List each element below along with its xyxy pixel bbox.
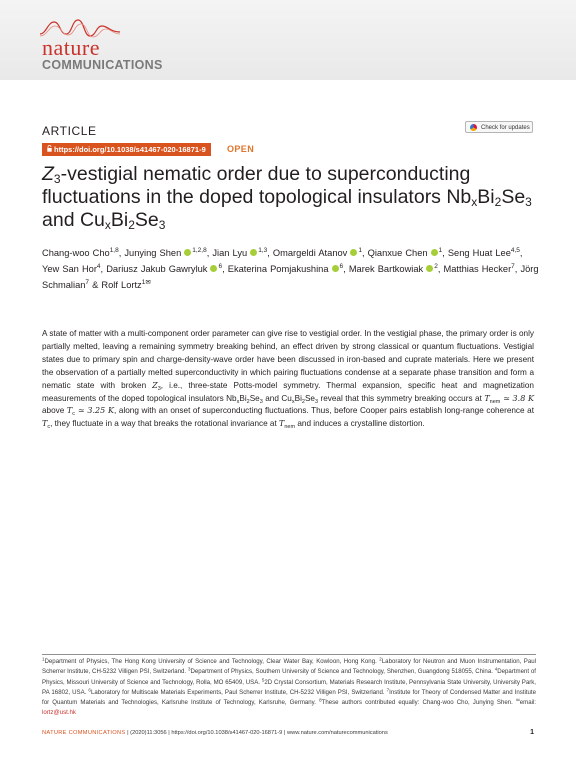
affiliation-text: Department of Physics, Southern University of Science and Technology, Shenzhen, Guangdong 518055, China. xyxy=(190,668,495,676)
abstract-text: A state of matter with a multi-component order parameter can give rise to vestigial order. In the vestigial phase, the primary order is only partially melted, leaving a remaining symmetry breaking behind, an effect driven by strong classical or quantum fluctuations. Vestigial states due to primary spin and charge-density-wave order have been discussed in iron-based and cuprate materials. Here we present the observation of a partially melted superconductivity in which pairing fluctuations condense at a separate phase transition and form a nematic state with broken xyxy=(42,329,534,390)
author-affiliation: 1 xyxy=(438,247,443,254)
author-name: Yew San Hor xyxy=(42,264,97,274)
logo-communications-text: COMMUNICATIONS xyxy=(42,58,163,72)
title-part: and Cu xyxy=(42,209,105,231)
abstract-text: , i.e., three-state Potts-model symmetry. Thermal expansion, specific heat and magnetization measurements of the doped topological insulators Nb xyxy=(42,380,534,403)
author-separator: , xyxy=(343,264,349,274)
author-separator: , xyxy=(519,248,523,258)
title-part: Se xyxy=(501,186,526,208)
author-separator: , xyxy=(442,248,448,258)
author-separator: & xyxy=(89,280,102,290)
author-name: Junying Shen xyxy=(124,248,182,258)
author-affiliation: 1✉ xyxy=(141,279,151,286)
author-separator: , xyxy=(206,248,213,258)
math-symbol: T xyxy=(66,406,73,416)
orcid-icon[interactable] xyxy=(350,249,357,256)
author-name: Matthias Hecker xyxy=(443,264,512,274)
author-name: Jian Lyu xyxy=(212,248,248,258)
formula-sub: 2 xyxy=(246,398,250,405)
author[interactable] xyxy=(106,264,222,274)
math-symbol: T xyxy=(279,419,285,429)
abstract-text: Se xyxy=(249,393,260,403)
abstract xyxy=(42,328,534,431)
email-label: email: xyxy=(519,699,536,707)
math-sub: nem xyxy=(489,398,501,405)
formula-sub: 3 xyxy=(314,398,319,405)
title-sub: x xyxy=(104,218,111,232)
affiliation-number: 7 xyxy=(386,687,390,693)
affiliation-text: Institute for Theory of Condensed Matter and Institute for Quantum Materials and Technologies, Karlsruhe Institute of Technology, Karlsruhe, Germany. xyxy=(42,688,536,707)
affiliation-text: Laboratory for Neutron and Muon Instrumentation, Paul Scherrer Institute, CH-5232 Villigen PSI, Switzerland. xyxy=(42,658,536,676)
affiliation-number: 8 xyxy=(319,697,322,703)
math-sub: nem xyxy=(284,424,296,431)
affiliation-text: Department of Physics, The Hong Kong University of Science and Technology, Clear Water Bay, Kowloon, Hong Kong. xyxy=(44,658,380,665)
author-affiliation: 4,5 xyxy=(510,247,520,254)
article-title xyxy=(42,163,542,232)
abstract-text: , they fluctuate in a way that breaks the rotational invariance at xyxy=(50,419,280,429)
author[interactable] xyxy=(42,264,101,274)
doi-link[interactable] xyxy=(42,143,211,156)
title-sub: 2 xyxy=(128,218,135,232)
author-name: Qianxue Chen xyxy=(367,248,428,258)
journal-logo[interactable] xyxy=(40,18,170,72)
author-affiliation: 2 xyxy=(434,263,438,270)
page-number: 1 xyxy=(530,729,534,736)
author[interactable] xyxy=(444,264,515,274)
updates-label: Check for updates xyxy=(481,125,530,131)
math-symbol: T xyxy=(42,419,48,429)
author[interactable] xyxy=(124,248,206,258)
author-separator: , xyxy=(437,264,444,274)
formula-sub: 3 xyxy=(259,398,263,405)
author[interactable] xyxy=(349,264,438,274)
affiliation-number: 4 xyxy=(494,666,498,672)
author-name: Omargeldi Atanov xyxy=(272,248,348,258)
math-sub: 3 xyxy=(157,385,161,392)
affiliation-number: 6 xyxy=(88,687,91,693)
open-access-lock-icon xyxy=(47,143,52,156)
abstract-text: , along with an onset of superconducting fluctuations. Thus, before Cooper pairs establish long-range coherence at xyxy=(114,406,534,416)
abstract-text: Bi xyxy=(239,393,247,403)
math-symbol: T xyxy=(484,393,490,403)
mail-icon: ✉ xyxy=(515,697,520,703)
author-affiliation: 7 xyxy=(85,279,90,286)
affiliation-number: 5 xyxy=(261,677,265,683)
author-affiliation: 1 xyxy=(358,247,362,254)
title-part: Z xyxy=(42,163,54,185)
affiliation-text: Laboratory for Multiscale Materials Experiments, Paul Scherrer Institute, CH-5232 Villigen PSI, Switzerland. xyxy=(90,688,387,696)
orcid-icon[interactable] xyxy=(431,249,438,256)
author-list xyxy=(42,245,542,293)
author-separator: , xyxy=(267,248,273,258)
affiliation-number: 2 xyxy=(379,656,382,662)
author-separator: , xyxy=(222,264,228,274)
orcid-icon[interactable] xyxy=(426,265,433,272)
author-affiliation: 1,8 xyxy=(109,247,119,254)
author[interactable] xyxy=(448,248,520,258)
abstract-text: above xyxy=(42,406,67,416)
journal-header xyxy=(0,0,576,80)
author-affiliation: 6 xyxy=(339,263,344,270)
page-footer xyxy=(42,728,536,738)
math-sub: c xyxy=(72,411,75,418)
author-affiliation: 4 xyxy=(96,263,101,270)
formula-sub: 2 xyxy=(301,398,305,405)
title-sub: 3 xyxy=(525,195,532,209)
affiliation-text: 2D Crystal Consortium, Materials Research Institute, Pennsylvania State University, University Park, PA 16802, USA. xyxy=(42,678,536,696)
orcid-icon[interactable] xyxy=(184,249,191,256)
affiliation-number: 3 xyxy=(187,666,191,672)
title-sub: x xyxy=(471,195,478,209)
math-sub: c xyxy=(47,424,51,431)
author-separator: , xyxy=(361,248,368,258)
footer-citation[interactable]: | (2020)11:3056 | https://doi.org/10.1038/s41467-020-16871-9 | www.nature.com/naturecommunications xyxy=(125,730,388,736)
author-name: Ekaterina Pomjakushina xyxy=(227,264,329,274)
abstract-text: Se xyxy=(304,393,315,403)
title-part: Bi xyxy=(477,186,495,208)
author-separator: , xyxy=(118,248,125,258)
abstract-text: Bi xyxy=(294,393,302,403)
doi-text: https://doi.org/10.1038/s41467-020-16871-9 xyxy=(54,145,206,154)
author-name: Rolf Lortz xyxy=(101,280,142,290)
updates-icon xyxy=(470,124,477,131)
author[interactable] xyxy=(42,248,119,258)
author-affiliation: 1,2,8 xyxy=(192,247,207,254)
title-sub: 2 xyxy=(494,195,502,209)
title-part: -vestigial nematic order due to superconducting fluctuations in the doped topological insulators Nb xyxy=(42,163,472,208)
author-affiliation: 7 xyxy=(511,263,515,270)
math-value: ≃ 3.25 K xyxy=(74,406,115,416)
orcid-icon[interactable] xyxy=(332,265,339,272)
footer-journal-name: NATURE COMMUNICATIONS xyxy=(42,730,126,736)
title-part: Bi xyxy=(110,209,129,231)
author-name: Jörg Schmalian xyxy=(42,264,539,290)
math-symbol: Z xyxy=(152,380,158,390)
author[interactable] xyxy=(101,280,150,290)
title-sub: 3 xyxy=(158,218,166,232)
orcid-icon[interactable] xyxy=(210,265,217,272)
math-value: ≃ 3.8 K xyxy=(500,393,534,403)
author[interactable] xyxy=(273,248,362,258)
author[interactable] xyxy=(228,264,343,274)
author-name: Dariusz Jakub Gawryluk xyxy=(106,264,208,274)
footnote-divider xyxy=(42,654,536,655)
author-affiliation: 6 xyxy=(218,263,223,270)
title-part: Se xyxy=(134,209,159,231)
title-sub: 3 xyxy=(53,172,61,186)
author-name: Marek Bartkowiak xyxy=(348,264,424,274)
logo-nature-text: nature xyxy=(42,35,100,60)
affiliation-text: Department of Physics, Missouri University of Science and Technology, Rolla, MO 65409, USA. xyxy=(42,668,536,686)
formula-sub: x xyxy=(236,398,240,405)
abstract-text: reveal that this symmetry breaking occurs at xyxy=(318,393,485,403)
open-access-label: OPEN xyxy=(227,144,255,154)
affiliation-number: 1 xyxy=(42,656,45,662)
author[interactable] xyxy=(368,248,443,258)
author[interactable] xyxy=(212,248,267,258)
check-for-updates-button[interactable] xyxy=(465,121,533,133)
article-type-label: ARTICLE xyxy=(42,124,97,138)
formula-sub: x xyxy=(291,398,295,405)
abstract-text: and induces a crystalline distortion. xyxy=(295,419,425,429)
affiliations xyxy=(42,657,536,719)
author-name: Chang-woo Cho xyxy=(42,248,110,258)
author-separator: , xyxy=(100,264,107,274)
author-affiliation: 1,3 xyxy=(258,247,268,254)
abstract-text: and Cu xyxy=(262,393,292,403)
email-link[interactable]: lortz@ust.hk xyxy=(42,709,76,717)
author-name: Seng Huat Lee xyxy=(447,248,511,258)
affiliation-text: These authors contributed equally: Chang-woo Cho, Junying Shen. xyxy=(321,699,516,707)
author-separator: , xyxy=(514,264,521,274)
orcid-icon[interactable] xyxy=(250,249,257,256)
